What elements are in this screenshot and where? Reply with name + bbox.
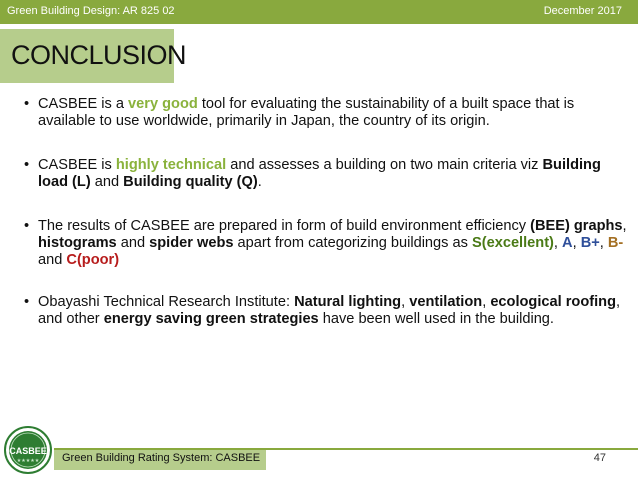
text: , <box>572 235 581 251</box>
slide-date: December 2017 <box>543 5 622 17</box>
bold-term: ecological roofing <box>490 294 616 310</box>
bold-term: Natural lighting <box>294 294 402 310</box>
text: , <box>553 235 563 251</box>
text: , <box>599 235 608 251</box>
footer-text: Green Building Rating System: CASBEE <box>62 452 261 464</box>
text: CASBEE is a <box>38 96 129 112</box>
text: CASBEE is <box>38 157 116 173</box>
text: and <box>90 174 124 190</box>
text: , <box>401 294 410 310</box>
bullet-4 <box>24 294 630 328</box>
course-title: Green Building Design: AR 825 02 <box>7 5 175 17</box>
bold-term: spider webs <box>149 235 234 251</box>
text: apart from categorizing buildings as <box>233 235 472 251</box>
casbee-logo-icon <box>4 426 52 474</box>
bold-term: ventilation <box>409 294 483 310</box>
bullet-1 <box>24 96 630 130</box>
rating-b-minus: B- <box>607 235 624 251</box>
footer-line <box>54 448 638 450</box>
highlight: very good <box>128 96 198 112</box>
rating-b-plus: B+ <box>580 235 600 251</box>
bullet-3 <box>24 218 630 269</box>
casbee-logo <box>4 426 52 474</box>
text: have been well used in the building. <box>318 311 554 327</box>
bold-term: Building load (L) <box>38 157 601 190</box>
text: tool for evaluating the sustainability of a built space that is available to use worldwide, primarily in Japan, the country of its origin. <box>38 96 575 129</box>
highlight: highly technical <box>115 157 227 173</box>
text: . <box>257 174 262 190</box>
bold-term: energy saving green strategies <box>103 311 319 327</box>
page-number: 47 <box>593 452 606 464</box>
svg-text:★★★★★: ★★★★★ <box>16 458 40 464</box>
rating-c: C(poor) <box>66 252 120 268</box>
bullet-list <box>24 96 630 355</box>
rating-s: S(excellent) <box>472 235 554 251</box>
bullet-2 <box>24 157 630 191</box>
text: , <box>622 218 627 234</box>
bold-term: (BEE) graphs <box>530 218 623 234</box>
rating-a: A <box>562 235 573 251</box>
text: and <box>38 252 67 268</box>
text: Obayashi Technical Research Institute: <box>38 294 295 310</box>
text: and <box>116 235 150 251</box>
header-bar <box>0 0 638 24</box>
text: The results of CASBEE are prepared in form of build environment efficiency <box>38 218 531 234</box>
page-title: CONCLUSION <box>11 40 187 70</box>
text: and assesses a building on two main criteria viz <box>226 157 543 173</box>
bold-term: Building quality (Q) <box>123 174 258 190</box>
text: , and other <box>38 294 621 327</box>
text: , <box>482 294 491 310</box>
logo-text: CASBEE <box>9 446 47 456</box>
bold-term: histograms <box>38 235 117 251</box>
